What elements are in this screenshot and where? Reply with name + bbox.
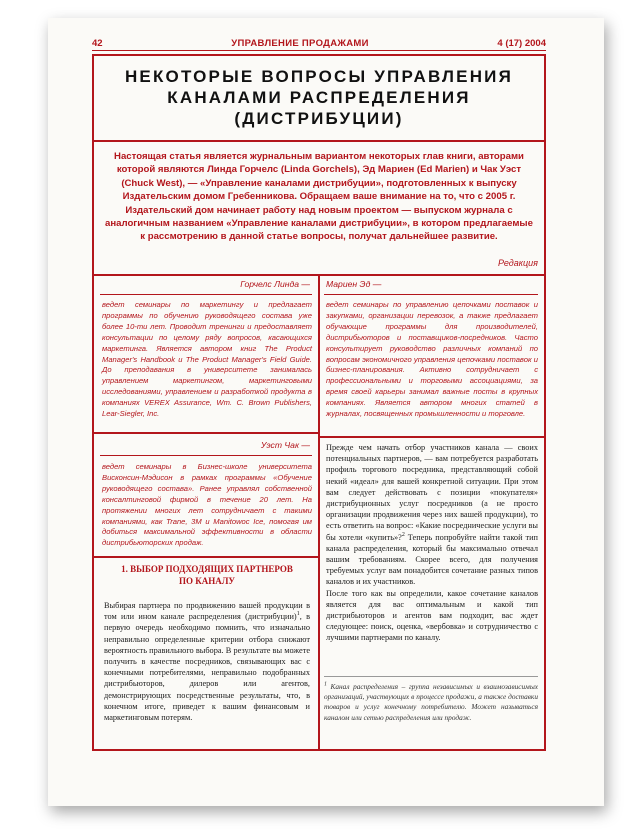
page-number: 42 [92,38,103,49]
section-heading-line: ПО КАНАЛУ [178,575,236,586]
footnote-ref: 2 [401,531,405,538]
section-heading-line: 1. ВЫБОР ПОДХОДЯЩИХ ПАРТНЕРОВ [121,564,293,574]
footnote-rule [324,676,538,677]
author-name-marien: Мариен Эд — [326,279,382,289]
title-line: КАНАЛАМИ РАСПРЕДЕЛЕНИЯ [167,88,471,107]
title-line: НЕКОТОРЫЕ ВОПРОСЫ УПРАВЛЕНИЯ [124,67,514,86]
paragraph-text: , в первую очередь необходимо помнить, что изначально неправильно определенные критерии отбора снижают вероятность правильного выбора. В результате вы можете получить в качестве посредников, связывающих вас с конечными потребителями, неправильно подобранных дистрибьюторов, дилеров или агентов, демонстрирующих посредственные результаты, что, в конечном итоге, приведет к вашим финансовым и маркетинговым потерям. [104,612,310,723]
author-name-west: Уэст Чак — [260,440,310,450]
paragraph-text: Выбирая партнера по продвижению вашей продукции в том или ином канале распределения (дистрибуции) [104,601,310,622]
footnote-mark: 1 [324,681,327,688]
footnote [324,682,538,723]
article-title [92,66,546,129]
running-header [92,38,546,51]
author-divider-right [319,436,546,438]
author-bio-west: ведет семинары в Бизнес-школе университета Висконсин-Мэдисон в рамках программы «Обучение руководящего состава». Ранее управлял собственной консалтинговой фирмой в течение 20 лет. На протяжении многих лет сотрудничает с такими компаниями, как Trane, 3M и Manitowoc Ice, помогая им добиться максимальной эффективности в области дистрибьюторских продаж. [102,462,312,548]
footnote-text: Канал распределения – группа независимых и взаимозависимых организаций, участвующих в процессе продажи, а также доставки товаров и услуг конечному потребителю. Может называться каналом или сетью распределения или продаж. [324,682,538,722]
paragraph: После того как вы определили, какое сочетание каналов является для вас оптимальным и какой тип дистрибьюторов и агентов вам подходит, вас ждет следующее: поиск, оценка, «вербовка» и сотрудничество с лучшими партнерами по каналу. [326,588,538,643]
section-paragraph [104,600,310,723]
section-title: УПРАВЛЕНИЕ ПРОДАЖАМИ [231,38,369,49]
paragraph [326,442,538,588]
paragraph-text: Прежде чем начать отбор участников канала — своих потенциальных партнеров, — вам потребуется разработать профиль торгового посредника, представляющий собой некий «идеал» для вашей конкретной ситуации. При этом вам следует действовать с позиции «покупателя» дистрибуционных услуг посредников (а не просто организации продвижения через них вашей продукции), то есть ответить на вопрос: «Какие посреднические услуги вы бы хотели «купить»? [326,443,538,542]
footnote-ref: 1 [296,611,300,618]
paragraph-text: Теперь попробуйте найти такой тип канала распределения, который бы максимально отвечал вашим требованиям. Скорее всего, для получения требуемых услуг вам понадобится сочетание разных типов каналов и их участников. [326,532,538,587]
title-line: (ДИСТРИБУЦИИ) [234,109,404,128]
title-divider [92,140,546,142]
author-rule [100,455,312,456]
section-heading [104,564,310,587]
issue-number: 4 (17) 2004 [497,38,546,49]
author-name-gorchels: Горчелс Линда — [240,279,310,289]
editor-signature: Редакция [498,258,538,268]
column-divider-lower [318,436,320,751]
author-rule [324,294,538,295]
author-bio-marien: ведет семинары по управлению цепочками поставок и закупками, организации перевозок, а также предлагает обучающие программы для производителей, дистрибьюторов и поставщиков-посредников. Часто консультирует руководство различных компаний по вопросам экономичного управления цепочками поставок и бизнес-планирования. Активно сотрудничает с профессиональными и торговыми ассоциациями, за время своей карьеры занимал важные посты в крупных компаниях. Является автором многих статей в журналах, посвященных промышленности и торговле. [326,300,538,419]
article-intro: Настоящая статья является журнальным вариантом некоторых глав книги, авторами которой являются Линда Горчелс (Linda Gorchels), Эд Мариен (Ed Marien) и Чак Уэст (Chuck West), — «Управление каналами дистрибуции», подготовленных к выпуску Издательским домом Гребенникова. Обращаем ваше внимание на то, что с 2005 г. Издательский дом начинает работу над новым проектом — выпуском журнала с аналогичным названием «Управление каналами дистрибуции», в котором предлагаемые к рассмотрению в данной статье вопросы, получат дальнейшее развитие. [105,151,533,243]
author-rule [100,294,312,295]
author-bio-gorchels: ведет семинары по маркетингу и предлагает программы по обучению руководящего состава уже более 10-ти лет. Проводит тренинги и предоставляет консультации по целому ряду вопросов, касающихся маркетинга. Является автором книг The Product Manager's Handbook и The Product Manager's Field Guide. До преподавания в университете занималась управлением маркетингом, маркетинговыми исследованиями, управлением и разработкой продукта в компаниях VEREX Assurance, Wm. C. Brown Publishers, Lear-Siegler, Inc. [102,300,312,419]
right-column-text [326,442,538,644]
section-divider [92,556,319,558]
author-divider [92,432,319,434]
